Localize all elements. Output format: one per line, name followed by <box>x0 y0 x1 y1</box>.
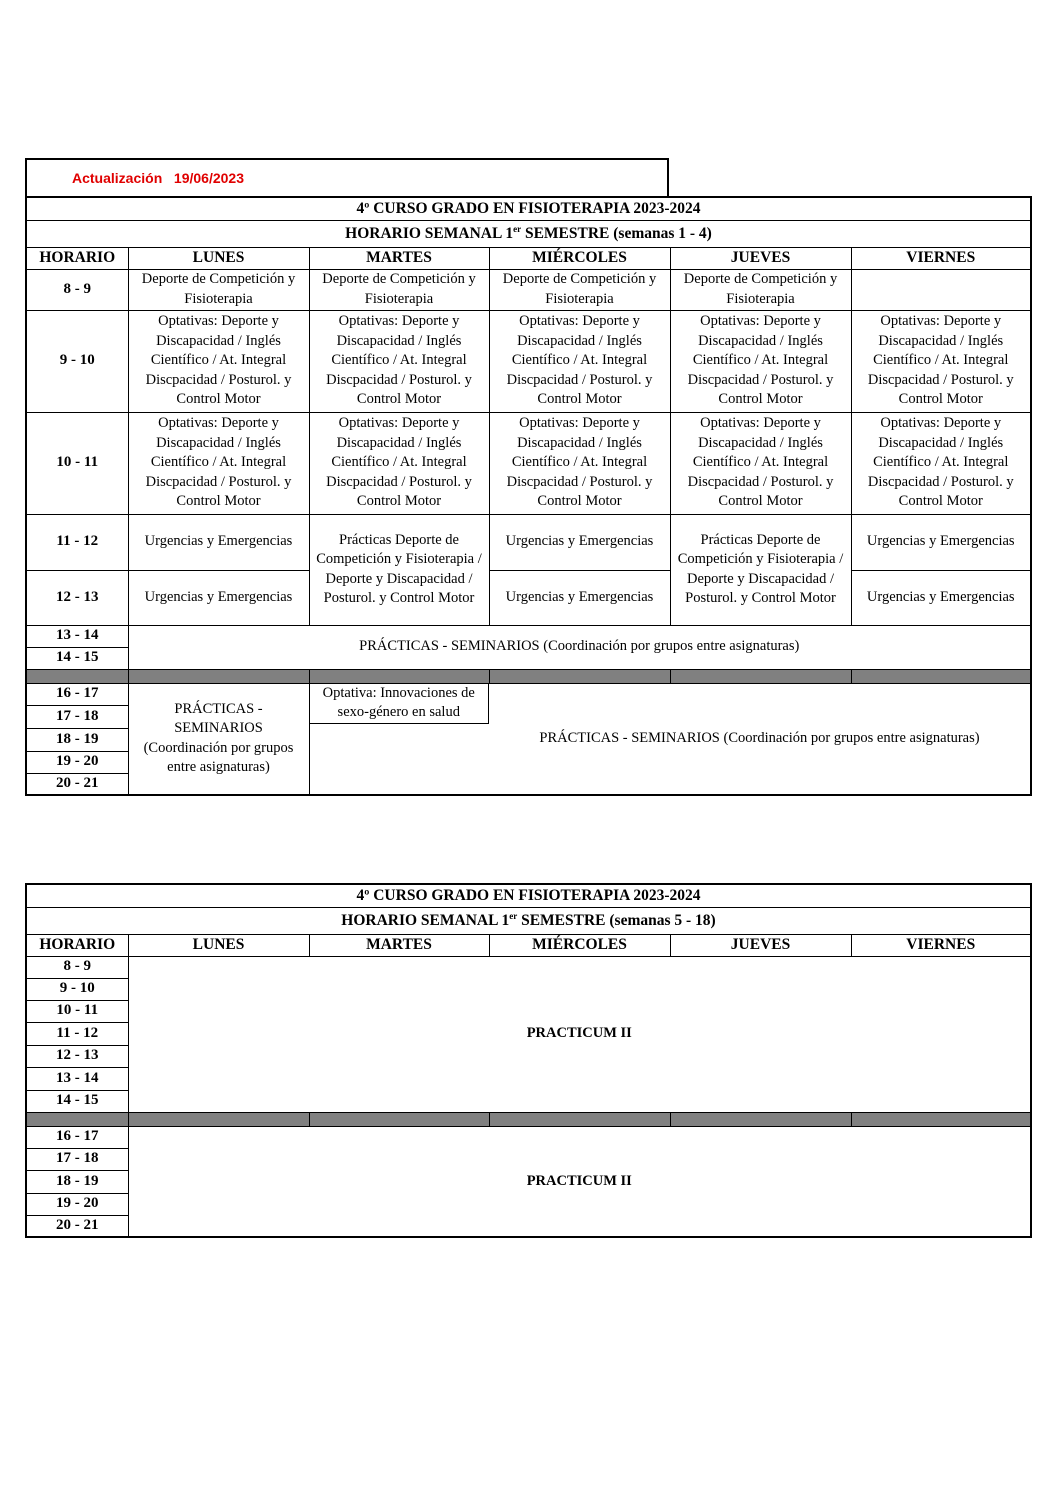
table-title: 4º CURSO GRADO EN FISIOTERAPIA 2023-2024 <box>26 197 1031 220</box>
class-cell: Urgencias y Emergencias <box>489 514 670 570</box>
practicum-afternoon: PRACTICUM II <box>128 1126 1031 1237</box>
class-cell: Urgencias y Emergencias <box>489 570 670 625</box>
lunch-separator <box>26 669 1031 683</box>
hour-cell: 19 - 20 <box>26 751 128 773</box>
practicum-morning: PRACTICUM II <box>128 956 1031 1112</box>
hour-cell: 20 - 21 <box>26 773 128 795</box>
col-jueves: JUEVES <box>670 934 851 956</box>
col-martes: MARTES <box>309 247 489 269</box>
class-cell: Optativas: Deporte y Discapacidad / Inglés Científico / At. Integral Discpacidad / Posturol. y Control Motor <box>670 310 851 412</box>
hour-cell: 17 - 18 <box>26 1148 128 1170</box>
class-cell: Optativas: Deporte y Discapacidad / Inglés Científico / At. Integral Discpacidad / Posturol. y Control Motor <box>851 310 1031 412</box>
empty-cell <box>309 728 489 795</box>
class-cell <box>309 683 489 728</box>
class-cell: Prácticas Deporte de Competición y Fisioterapia / Deporte y Discapacidad / Posturol. y Control Motor <box>309 514 489 625</box>
col-miercoles: MIÉRCOLES <box>489 934 670 956</box>
hour-cell: 12 - 13 <box>26 570 128 625</box>
hour-cell: 13 - 14 <box>26 625 128 647</box>
update-text <box>72 170 244 186</box>
hour-cell: 11 - 12 <box>26 514 128 570</box>
lunch-separator <box>26 1112 1031 1126</box>
class-cell: Optativas: Deporte y Discapacidad / Inglés Científico / At. Integral Discpacidad / Posturol. y Control Motor <box>128 412 309 514</box>
hour-cell: 19 - 20 <box>26 1193 128 1215</box>
class-cell: PRÁCTICAS - SEMINARIOS (Coordinación por grupos entre asignaturas) <box>128 683 309 795</box>
table-subtitle: HORARIO SEMANAL 1er SEMESTRE (semanas 1 - 4) <box>26 220 1031 247</box>
update-banner <box>25 158 669 197</box>
hour-cell: 18 - 19 <box>26 1170 128 1193</box>
hour-cell: 20 - 21 <box>26 1215 128 1237</box>
hour-cell: 9 - 10 <box>26 310 128 412</box>
table-subtitle: HORARIO SEMANAL 1er SEMESTRE (semanas 5 - 18) <box>26 907 1031 934</box>
col-miercoles: MIÉRCOLES <box>489 247 670 269</box>
class-cell: Deporte de Competición y Fisioterapia <box>670 269 851 310</box>
schedule-table-weeks-5-18 <box>25 883 1032 1238</box>
class-cell: Optativas: Deporte y Discapacidad / Inglés Científico / At. Integral Discpacidad / Posturol. y Control Motor <box>489 310 670 412</box>
update-label: Actualización <box>72 170 163 186</box>
update-date: 19/06/2023 <box>173 170 244 186</box>
hour-cell: 12 - 13 <box>26 1045 128 1067</box>
class-cell: Deporte de Competición y Fisioterapia <box>128 269 309 310</box>
hour-cell: 11 - 12 <box>26 1022 128 1045</box>
optativa-innovaciones: Optativa: Innovaciones de sexo-género en salud <box>310 684 490 724</box>
class-cell: Optativas: Deporte y Discapacidad / Inglés Científico / At. Integral Discpacidad / Posturol. y Control Motor <box>309 412 489 514</box>
col-horario: HORARIO <box>26 247 128 269</box>
hour-cell: 17 - 18 <box>26 705 128 728</box>
hour-cell: 18 - 19 <box>26 728 128 751</box>
col-lunes: LUNES <box>128 934 309 956</box>
hour-cell: 14 - 15 <box>26 647 128 669</box>
hour-cell: 10 - 11 <box>26 412 128 514</box>
class-cell: Deporte de Competición y Fisioterapia <box>489 269 670 310</box>
class-cell: Deporte de Competición y Fisioterapia <box>309 269 489 310</box>
class-cell: Urgencias y Emergencias <box>851 514 1031 570</box>
class-cell: Optativas: Deporte y Discapacidad / Inglés Científico / At. Integral Discpacidad / Posturol. y Control Motor <box>309 310 489 412</box>
hour-cell: 16 - 17 <box>26 683 128 705</box>
hour-cell: 9 - 10 <box>26 978 128 1000</box>
class-cell-wide: PRÁCTICAS - SEMINARIOS (Coordinación por grupos entre asignaturas) <box>128 625 1031 669</box>
col-martes: MARTES <box>309 934 489 956</box>
class-cell: Optativas: Deporte y Discapacidad / Inglés Científico / At. Integral Discpacidad / Posturol. y Control Motor <box>128 310 309 412</box>
class-cell: Prácticas Deporte de Competición y Fisioterapia / Deporte y Discapacidad / Posturol. y Control Motor <box>670 514 851 625</box>
hour-cell: 13 - 14 <box>26 1067 128 1090</box>
col-lunes: LUNES <box>128 247 309 269</box>
class-cell: Optativas: Deporte y Discapacidad / Inglés Científico / At. Integral Discpacidad / Posturol. y Control Motor <box>851 412 1031 514</box>
class-cell: Urgencias y Emergencias <box>128 514 309 570</box>
col-horario: HORARIO <box>26 934 128 956</box>
col-viernes: VIERNES <box>851 934 1031 956</box>
hour-cell: 16 - 17 <box>26 1126 128 1148</box>
col-viernes: VIERNES <box>851 247 1031 269</box>
schedule-table-weeks-1-4 <box>25 196 1032 796</box>
empty-cell <box>851 269 1031 310</box>
class-cell-wide: PRÁCTICAS - SEMINARIOS (Coordinación por grupos entre asignaturas) <box>489 683 1031 795</box>
hour-cell: 10 - 11 <box>26 1000 128 1022</box>
class-cell: Optativas: Deporte y Discapacidad / Inglés Científico / At. Integral Discpacidad / Posturol. y Control Motor <box>489 412 670 514</box>
hour-cell: 8 - 9 <box>26 956 128 978</box>
col-jueves: JUEVES <box>670 247 851 269</box>
class-cell: Optativas: Deporte y Discapacidad / Inglés Científico / At. Integral Discpacidad / Posturol. y Control Motor <box>670 412 851 514</box>
hour-cell: 14 - 15 <box>26 1090 128 1112</box>
class-cell: Urgencias y Emergencias <box>128 570 309 625</box>
hour-cell: 8 - 9 <box>26 269 128 310</box>
table-title: 4º CURSO GRADO EN FISIOTERAPIA 2023-2024 <box>26 884 1031 907</box>
class-cell: Urgencias y Emergencias <box>851 570 1031 625</box>
